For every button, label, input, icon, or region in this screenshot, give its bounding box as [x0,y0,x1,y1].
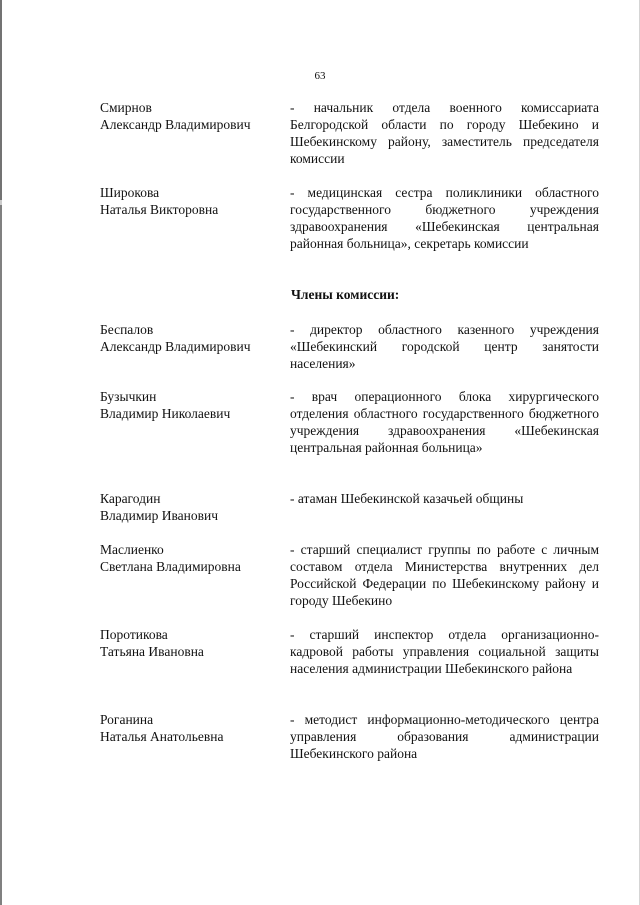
section-title: Члены комиссии: [291,287,400,302]
person-name: Широкова Наталья Викторовна [100,185,219,217]
person-name: Поротикова Татьяна Ивановна [100,627,204,659]
person-role: - медицинская сестра поликлиники областного государственного бюджетного учреждения здравоохранения «Шебекинская центральная районная больница», секретарь комиссии [290,185,599,251]
entry-shirokova [100,184,600,252]
page-number: 63 [314,70,326,82]
person-name: Смирнов Александр Владимирович [100,100,251,132]
entry-buzychkin [100,388,600,456]
entry-karagodin [100,490,600,524]
entry-maslienko [100,541,600,609]
person-role: - атаман Шебекинской казачьей общины [290,491,524,506]
person-role: - врач операционного блока хирургического отделения областного государственного бюджетного учреждения здравоохранения «Шебекинская центральная районная больница» [290,389,599,455]
entry-smirnov [100,99,600,167]
scan-edge-left [0,0,2,905]
entry-roganina [100,711,600,762]
entry-porotikova [100,626,600,677]
person-role: - директор областного казенного учреждения «Шебекинский городской центр занятости населения» [290,322,599,371]
person-name: Бузычкин Владимир Николаевич [100,389,231,421]
person-name: Роганина Наталья Анатольевна [100,712,224,744]
person-role: - начальник отдела военного комиссариата Белгородской области по городу Шебекино и Шебекинскому району, заместитель председателя комиссии [290,100,599,166]
person-name: Маслиенко Светлана Владимировна [100,542,241,574]
person-role: - методист информационно-методического центра управления образования администрации Шебекинского района [290,712,599,761]
person-role: - старший специалист группы по работе с личным составом отдела Министерства внутренних дел Российской Федерации по Шебекинскому району и городу Шебекино [290,542,599,608]
entry-bespalov [100,321,600,372]
person-name: Карагодин Владимир Иванович [100,491,219,523]
person-name: Беспалов Александр Владимирович [100,322,251,354]
person-role: - старший инспектор отдела организационно-кадровой работы управления социальной защиты населения администрации Шебекинского района [290,627,599,676]
